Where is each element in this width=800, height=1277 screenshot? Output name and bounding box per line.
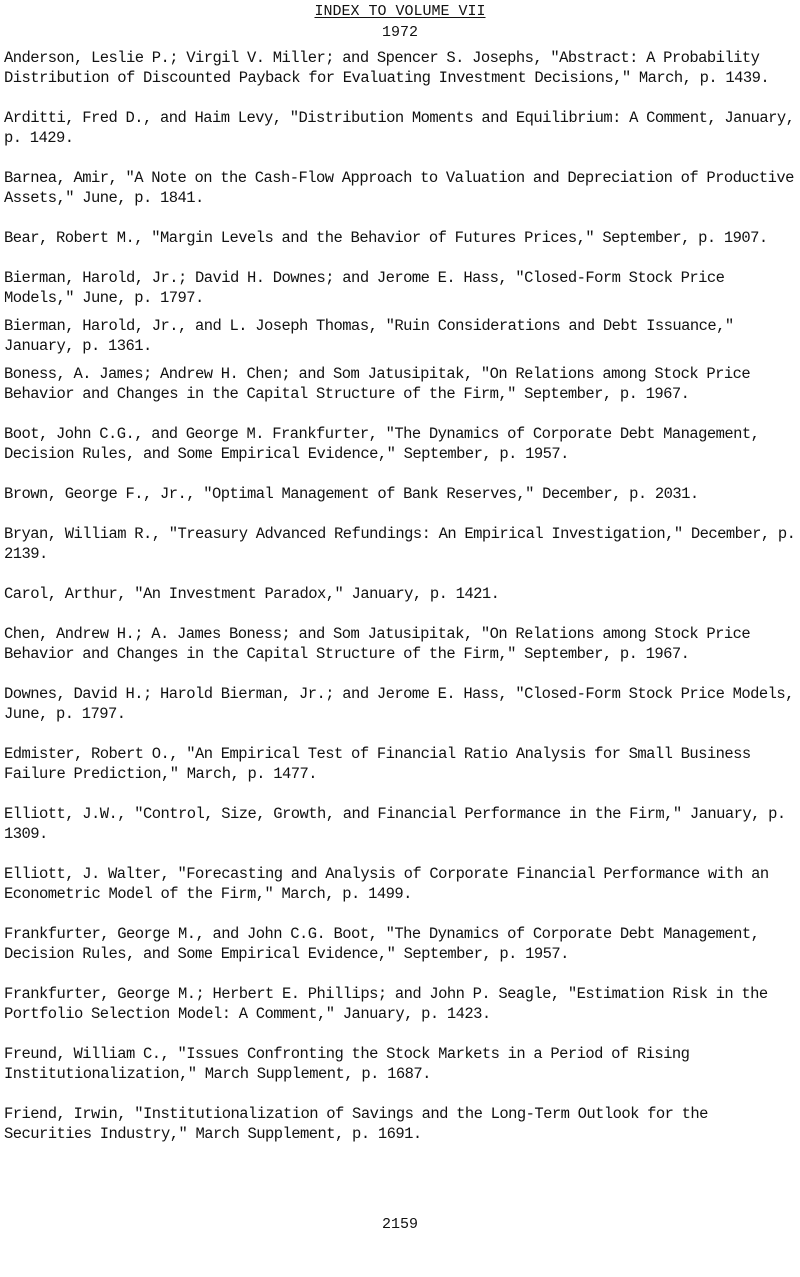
index-entry: Freund, William C., "Issues Confronting the Stock Markets in a Period of Rising Institutionalization," March Supplement, p. 1687. [4, 1045, 690, 1083]
index-entry: Boot, John C.G., and George M. Frankfurter, "The Dynamics of Corporate Debt Management, Decision Rules, and Some Empirical Evidence," September, p. 1957. [4, 425, 760, 463]
index-entry: Boness, A. James; Andrew H. Chen; and Som Jatusipitak, "On Relations among Stock Price Behavior and Changes in the Capital Structure of the Firm," September, p. 1967. [4, 365, 751, 403]
index-entry: Bierman, Harold, Jr.; David H. Downes; and Jerome E. Hass, "Closed-Form Stock Price Models," June, p. 1797. [4, 269, 725, 307]
index-title: INDEX TO VOLUME VII [314, 3, 486, 20]
index-entry: Elliott, J. Walter, "Forecasting and Analysis of Corporate Financial Performance with an Econometric Model of the Firm," March, p. 1499. [4, 865, 769, 903]
index-entry: Frankfurter, George M., and John C.G. Boot, "The Dynamics of Corporate Debt Management, Decision Rules, and Some Empirical Evidence," September, p. 1957. [4, 925, 760, 963]
index-entry: Carol, Arthur, "An Investment Paradox," January, p. 1421. [4, 585, 500, 603]
index-entry: Friend, Irwin, "Institutionalization of Savings and the Long-Term Outlook for the Securities Industry," March Supplement, p. 1691. [4, 1105, 708, 1143]
index-entry: Elliott, J.W., "Control, Size, Growth, and Financial Performance in the Firm," January, p. 1309. [4, 805, 786, 843]
index-year: 1972 [381, 24, 418, 41]
index-entry: Chen, Andrew H.; A. James Boness; and Som Jatusipitak, "On Relations among Stock Price Behavior and Changes in the Capital Structure of the Firm," September, p. 1967. [4, 625, 751, 663]
index-entry: Bryan, William R., "Treasury Advanced Refundings: An Empirical Investigation," December, p. 2139. [4, 525, 796, 563]
index-entry: Edmister, Robert O., "An Empirical Test of Financial Ratio Analysis for Small Business Failure Prediction," March, p. 1477. [4, 745, 751, 783]
index-entry: Arditti, Fred D., and Haim Levy, "Distribution Moments and Equilibrium: A Comment, January, p. 1429. [4, 109, 795, 147]
index-entry: Downes, David H.; Harold Bierman, Jr.; and Jerome E. Hass, "Closed-Form Stock Price Models, June, p. 1797. [4, 685, 794, 723]
index-entry: Bierman, Harold, Jr., and L. Joseph Thomas, "Ruin Considerations and Debt Issuance," January, p. 1361. [4, 317, 734, 355]
index-entry: Bear, Robert M., "Margin Levels and the Behavior of Futures Prices," September, p. 1907. [4, 229, 768, 247]
page-number: 2159 [381, 1216, 418, 1233]
index-entry: Brown, George F., Jr., "Optimal Management of Bank Reserves," December, p. 2031. [4, 485, 699, 503]
index-entry: Anderson, Leslie P.; Virgil V. Miller; and Spencer S. Josephs, "Abstract: A Probability Distribution of Discounted Payback for Evaluating Investment Decisions," March, p. 1439. [4, 49, 770, 87]
index-entry: Barnea, Amir, "A Note on the Cash-Flow Approach to Valuation and Depreciation of Productive Assets," June, p. 1841. [4, 169, 794, 207]
index-entry: Frankfurter, George M.; Herbert E. Phillips; and John P. Seagle, "Estimation Risk in the Portfolio Selection Model: A Comment," January, p. 1423. [4, 985, 768, 1023]
index-entry-list [4, 48, 800, 1144]
